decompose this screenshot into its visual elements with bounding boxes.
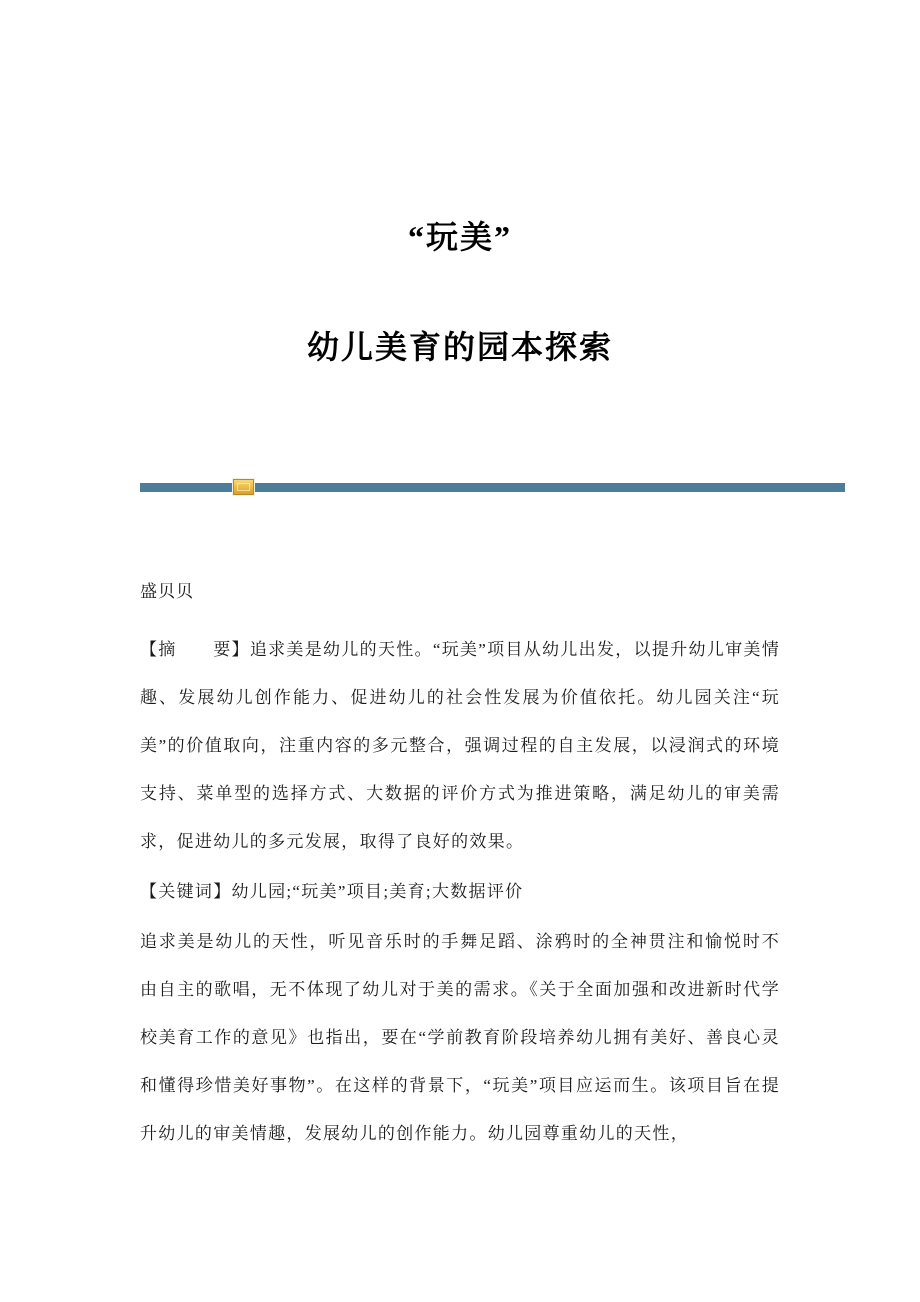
abstract-paragraph: 【摘 要】追求美是幼儿的天性。“玩美”项目从幼儿出发，以提升幼儿审美情趣、发展幼儿创作能力、促进幼儿的社会性发展为价值依托。幼儿园关注“玩美”的价值取向，注重内容的多元整合，强调过程的自主发展，以浸润式的环境支持、菜单型的选择方式、大数据的评价方式为推进策略，满足幼儿的审美需求，促进幼儿的多元发展，取得了良好的效果。 [140,639,780,851]
document-title-line2: 幼儿美育的园本探索 [306,329,613,366]
body-paragraph: 追求美是幼儿的天性，听见音乐时的手舞足蹈、涂鸦时的全神贯注和愉悦时不由自主的歌唱，无不体现了幼儿对于美的需求。《关于全面加强和改进新时代学校美育工作的意见》也指出，要在“学前教育阶段培养幼儿拥有美好、善良心灵和懂得珍惜美好事物”。在这样的背景下，“玩美”项目应运而生。该项目旨在提升幼儿的审美情趣，发展幼儿的创作能力。幼儿园尊重幼儿的天性， [140,931,780,1143]
document-body [140,626,780,1158]
title-divider [140,479,780,495]
document-title-line1: “玩美” [407,219,512,255]
image-placeholder-icon [233,479,254,495]
keywords-paragraph: 【关键词】幼儿园;“玩美”项目;美育;大数据评价 [140,881,524,901]
author-name: 盛贝贝 [140,581,194,601]
